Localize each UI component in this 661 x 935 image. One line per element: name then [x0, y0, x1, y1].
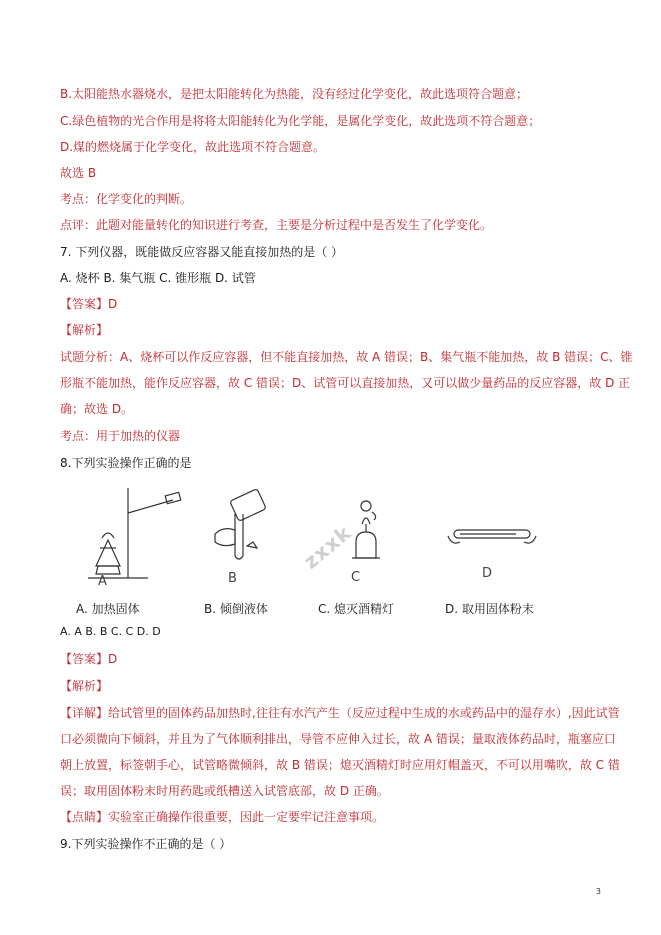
text-line: 朝上放置，标签朝手心，试管略微倾斜，故 B 错误；熄灭酒精灯时应用灯帽盖灭，不可以用嘴吹，故 C 错 — [60, 758, 620, 772]
text-line: 形瓶不能加热，能作反应容器，故 C 错误；D、试管可以直接加热，又可以做少量药品的反应容器，故 D 正 — [60, 376, 631, 390]
question-8: 8.下列实验操作正确的是 — [60, 456, 192, 470]
text-line: 试题分析：A、烧杯可以作反应容器，但不能直接加热，故 A 错误；B、集气瓶不能加热，故 B 错误；C、锥 — [60, 350, 633, 364]
text-line: 考点：用于加热的仪器 — [60, 429, 181, 443]
text-line: D.煤的燃烧属于化学变化，故此选项不符合题意。 — [60, 140, 326, 154]
answer-label: 【答案】D — [60, 652, 118, 666]
analysis-label: 【解析】 — [60, 323, 109, 337]
tip-line: 【点睛】实验室正确操作很重要，因此一定要牢记注意事项。 — [60, 810, 385, 824]
figure-caption-b: B. 倾倒液体 — [204, 602, 268, 616]
text-line: 故选 B — [60, 166, 97, 180]
figure-letter-a: A — [98, 574, 107, 589]
question-8-options: A. A B. B C. C D. D — [60, 625, 161, 638]
powder-tube-figure — [446, 520, 538, 556]
figure-caption-d: D. 取用固体粉末 — [445, 602, 534, 616]
text-line: 【详解】给试管里的固体药品加热时,往往有水汽产生（反应过程中生成的水或药品中的湿存水）,因此试管 — [60, 706, 620, 720]
figure-letter-b: B — [228, 571, 237, 586]
pouring-liquid-figure — [205, 486, 285, 566]
analysis-label: 【解析】 — [60, 679, 109, 693]
figure-letter-d: D — [482, 566, 493, 581]
question-7-options: A. 烧杯 B. 集气瓶 C. 锥形瓶 D. 试管 — [60, 271, 256, 285]
figure-caption-a: A. 加热固体 — [76, 602, 140, 616]
question-7: 7. 下列仪器，既能做反应容器又能直接加热的是（ ） — [60, 245, 344, 259]
answer-label: 【答案】D — [60, 297, 118, 311]
text-line: C.绿色植物的光合作用是将将太阳能转化为化学能，是属化学变化，故此选项不符合题意； — [60, 114, 541, 128]
question-9: 9.下列实验操作不正确的是（ ） — [60, 837, 232, 851]
watermark: zxxk — [298, 520, 357, 574]
text-line: 考点：化学变化的判断。 — [60, 192, 193, 206]
figure-letter-c: C — [351, 570, 361, 585]
text-line: 确；故选 D。 — [60, 402, 134, 416]
heating-solid-figure — [78, 478, 188, 586]
text-line: 口必须微向下倾斜，并且为了气体顺利排出，导管不应伸入过长，故 A 错误；量取液体药品时，瓶塞应口 — [60, 732, 616, 746]
figure-caption-c: C. 熄灭酒精灯 — [318, 602, 395, 616]
page-number: 3 — [595, 887, 601, 896]
text-line: 误；取用固体粉末时用药匙或纸槽送入试管底部，故 D 正确。 — [60, 784, 389, 798]
text-line: B.太阳能热水器烧水，是把太阳能转化为热能，没有经过化学变化，故此选项符合题意； — [60, 87, 529, 101]
text-line: 点评：此题对能量转化的知识进行考查，主要是分析过程中是否发生了化学变化。 — [60, 218, 493, 232]
